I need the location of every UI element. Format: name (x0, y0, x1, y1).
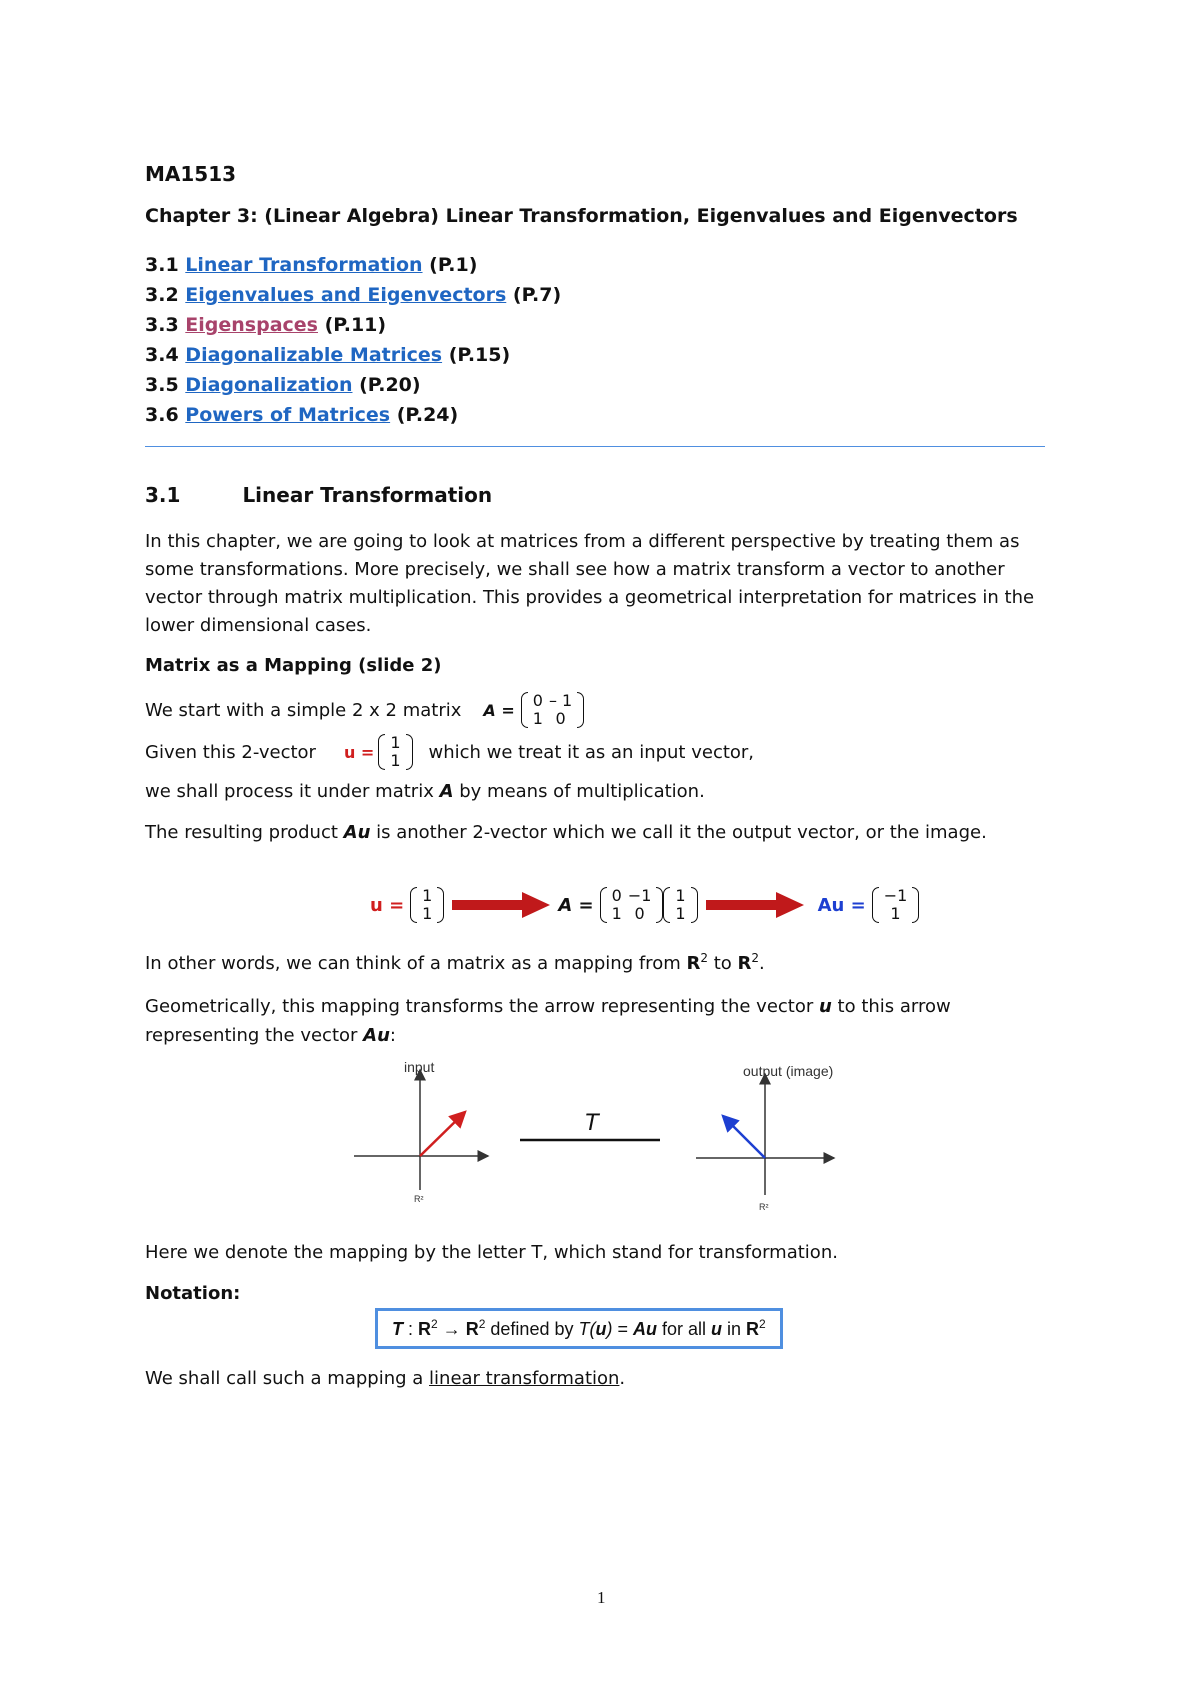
red-arrow-icon (706, 890, 806, 920)
vector-u-label: u = (343, 742, 375, 762)
section-divider (145, 446, 1045, 447)
toc-link-eigenvalues[interactable]: Eigenvalues and Eigenvectors (185, 284, 507, 306)
course-code: MA1513 (145, 162, 237, 186)
page-number: 1 (597, 1588, 606, 1607)
result-text: The resulting product Au is another 2-vector which we call it the output vector, or the image. (145, 822, 987, 843)
flow-a-matrix: 0 −1 1 0 (600, 887, 664, 923)
notation-label: Notation: (145, 1283, 241, 1304)
matrix-a-label: A = (483, 700, 515, 720)
flow-u-vector-2: 1 1 (663, 887, 697, 923)
process-text: we shall process it under matrix A by means of multiplication. (145, 781, 705, 802)
red-arrow-icon (452, 890, 552, 920)
output-r2-label: R² (759, 1202, 769, 1212)
toc-item: 3.1 Linear Transformation (P.1) (145, 254, 478, 276)
toc-link-eigenspaces[interactable]: Eigenspaces (185, 314, 318, 336)
flow-u-label: u = (370, 894, 405, 916)
linear-transformation-term: linear transformation (429, 1368, 620, 1389)
input-r2-label: R² (414, 1194, 424, 1204)
notation-box: T : $R^2 \to R^2$ defined by T(u) = Au for all u in $R^2$ (375, 1308, 783, 1349)
toc-item: 3.4 Diagonalizable Matrices (P.15) (145, 344, 511, 366)
toc-link-powers[interactable]: Powers of Matrices (185, 404, 391, 426)
toc-link-diagonalizable[interactable]: Diagonalizable Matrices (185, 344, 443, 366)
vector-u: 1 1 (378, 734, 412, 770)
multiplication-flow (370, 875, 919, 935)
chapter-title: Chapter 3: (Linear Algebra) Linear Transformation, Eigenvalues and Eigenvectors (145, 205, 1018, 227)
toc-link-diagonalization[interactable]: Diagonalization (185, 374, 353, 396)
flow-au-vector: −1 1 (872, 887, 920, 923)
closing-text: We shall call such a mapping a linear transformation. (145, 1368, 626, 1389)
flow-u-vector: 1 1 (410, 887, 444, 923)
subheading: Matrix as a Mapping (slide 2) (145, 655, 442, 676)
table-of-contents (145, 250, 561, 430)
t-label: T (584, 1109, 599, 1136)
toc-item: 3.6 Powers of Matrices (P.24) (145, 404, 459, 426)
matrix-a-line: We start with a simple 2 x 2 matrix A = 0 – 1 1 0 (145, 690, 584, 730)
toc-link-linear-transformation[interactable]: Linear Transformation (185, 254, 423, 276)
input-vector-arrow (420, 1112, 465, 1156)
input-label: input (404, 1060, 435, 1075)
matrix-a: 0 – 1 1 0 (521, 692, 584, 728)
section-heading: 3.1 Linear Transformation (145, 483, 493, 507)
flow-au-label: Au = (817, 894, 866, 916)
output-label: output (image) (743, 1063, 834, 1079)
geometric-text: Geometrically, this mapping transforms the arrow representing the vector u to this arrow representing the vector Au: (145, 996, 951, 1046)
vector-u-line: Given this 2-vector u = 1 1 which we treat it as an input vector, (145, 733, 755, 770)
denote-text: Here we denote the mapping by the letter T, which stand for transformation. (145, 1242, 838, 1263)
toc-item: 3.2 Eigenvalues and Eigenvectors (P.7) (145, 284, 562, 306)
toc-item: 3.5 Diagonalization (P.20) (145, 374, 421, 396)
intro-paragraph: In this chapter, we are going to look at matrices from a different perspective by treating them as some transformations. More precisely, we shall see how a matrix transform a vector to another vector through matrix multiplication. This provides a geometrical interpretation for matrices in the lower dimensional cases. (145, 531, 1035, 636)
transformation-diagram (340, 1060, 860, 1220)
output-vector-arrow (723, 1116, 765, 1158)
mapping-text: In other words, we can think of a matrix as a mapping from $R^2$ to $R^2$. (145, 951, 765, 974)
flow-a-label: A = (558, 894, 594, 916)
toc-item: 3.3 Eigenspaces (P.11) (145, 314, 387, 336)
